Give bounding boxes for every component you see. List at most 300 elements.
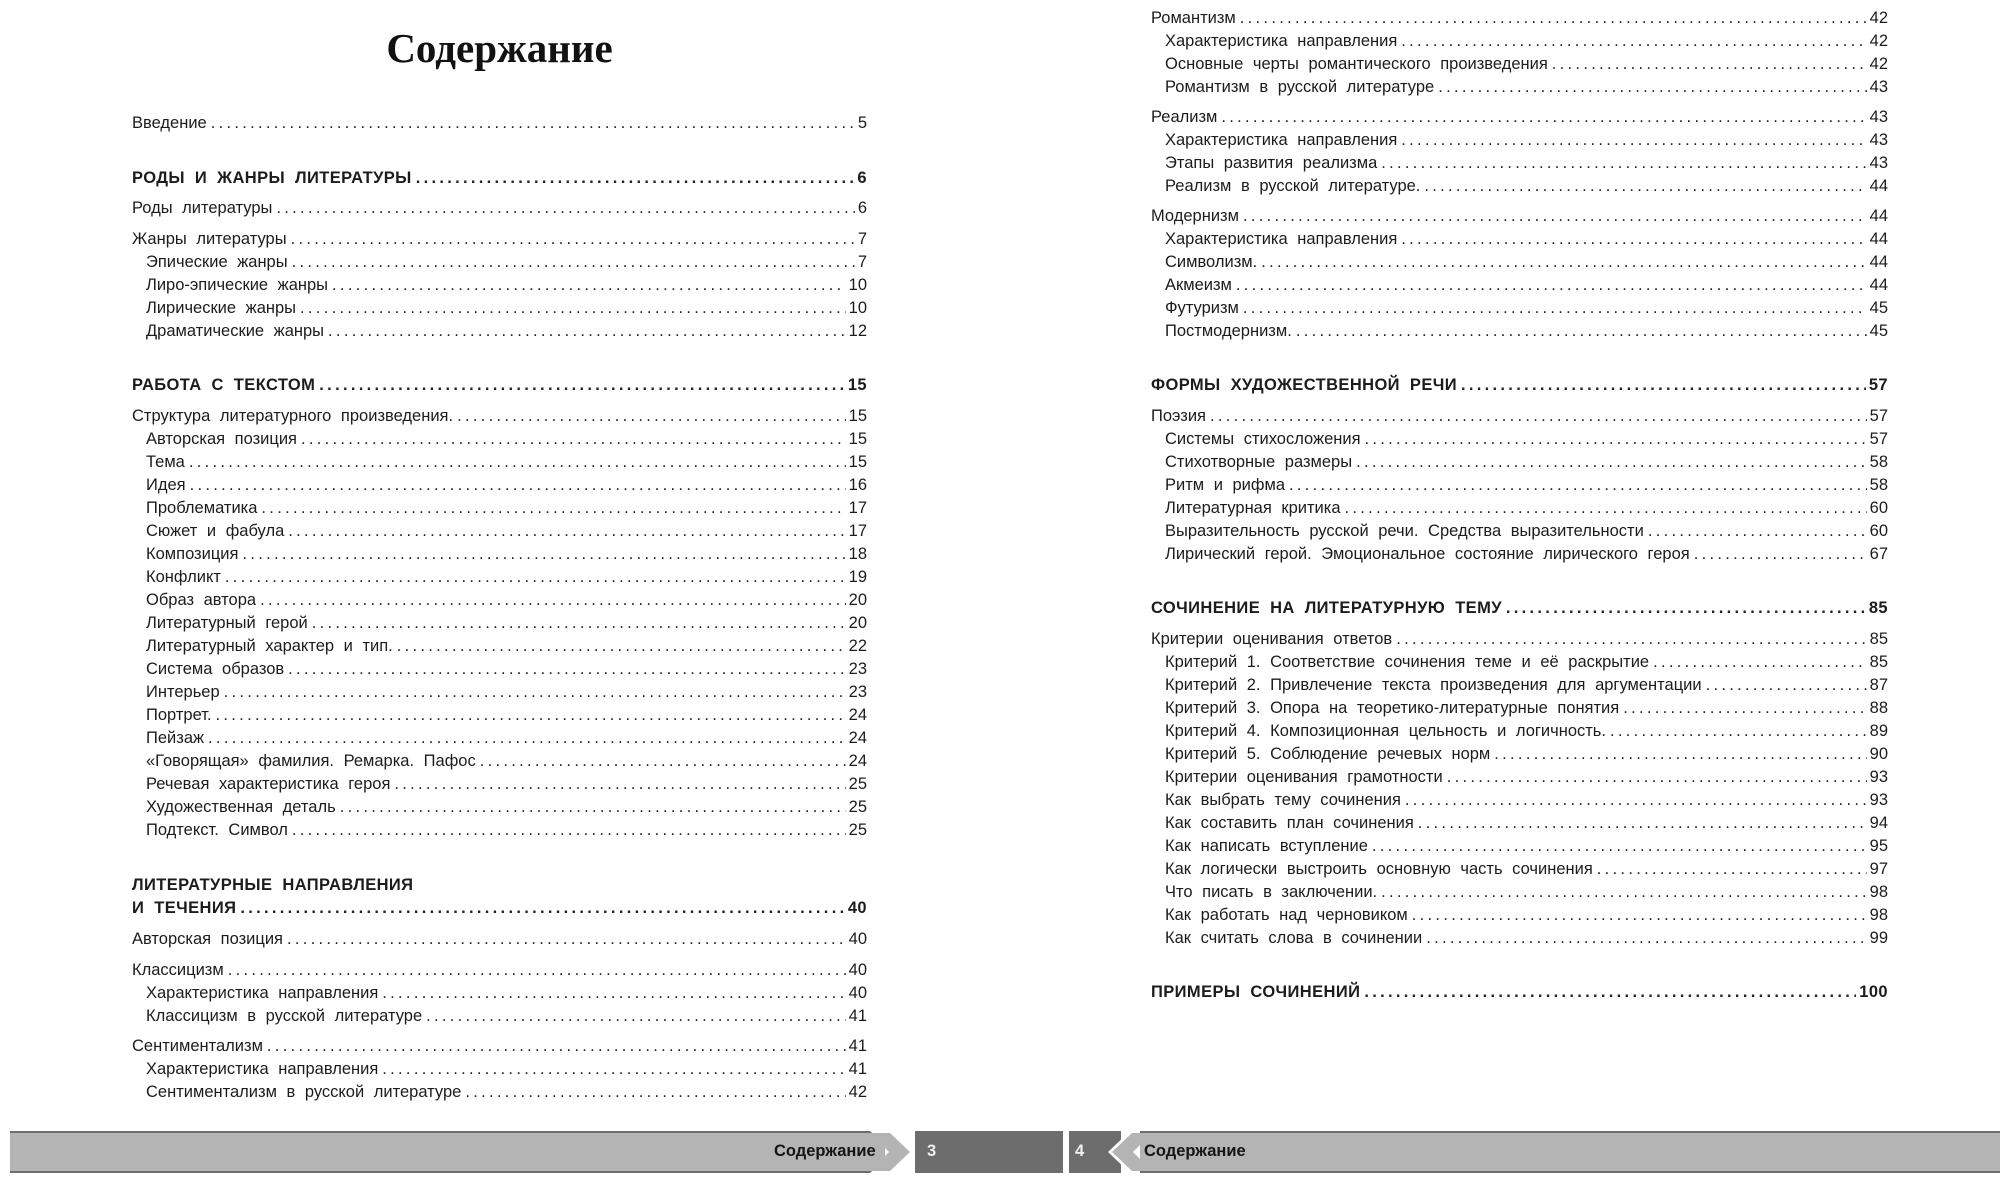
leader-dots [1447, 766, 1867, 789]
toc-subentry [1165, 274, 1888, 297]
toc-page-number: 40 [848, 930, 867, 948]
leader-dots [1221, 106, 1866, 129]
toc-subentry [1165, 743, 1888, 766]
footer-chevron-right-icon [870, 1131, 918, 1173]
toc-entry-title: Драматические жанры [146, 322, 325, 340]
toc-entry-title: Основные черты романтического произведения [1165, 55, 1548, 73]
leader-dots [1694, 543, 1867, 566]
toc-page-number: 40 [848, 984, 867, 1002]
toc-subentry [1165, 881, 1888, 904]
leader-dots [228, 959, 846, 982]
toc-entry-title: Критерий 4. Композиционная цельность и логичность. [1165, 722, 1606, 740]
toc-page-number: 45 [1869, 299, 1888, 317]
toc-entry-title: Литературный характер и тип. [146, 637, 393, 655]
toc-subentry [1165, 152, 1888, 175]
toc-page-number: 58 [1869, 476, 1888, 494]
toc-page-number: 44 [1869, 253, 1888, 271]
leader-dots [1365, 428, 1867, 451]
leader-dots [1364, 981, 1856, 1004]
leader-dots [1243, 297, 1867, 320]
toc-subentry [1165, 474, 1888, 497]
leader-dots [328, 320, 846, 343]
leader-dots [224, 681, 846, 704]
toc-entry-title: Критерии оценивания грамотности [1165, 768, 1443, 786]
toc-page-number: 25 [848, 821, 867, 839]
toc-entry-title: Что писать в заключении. [1165, 883, 1378, 901]
toc-page-number: 99 [1869, 929, 1888, 947]
toc-page-number: 15 [848, 453, 867, 471]
toc-page-number: 20 [848, 591, 867, 609]
toc-page-number: 10 [848, 276, 867, 294]
toc-page-number: 40 [848, 961, 867, 979]
toc-subentry [1165, 697, 1888, 720]
toc-subentry [146, 982, 867, 1005]
toc-page-number: 97 [1869, 860, 1888, 878]
toc-page-number: 41 [848, 1007, 867, 1025]
toc-page-number: 17 [848, 522, 867, 540]
toc-subentry [146, 320, 867, 343]
leader-dots [292, 819, 846, 842]
leader-dots [260, 589, 846, 612]
toc-entry-title: Критерии оценивания ответов [1151, 630, 1393, 648]
toc-page-number: 44 [1869, 276, 1888, 294]
footer-band-right [1140, 1131, 2000, 1173]
toc-entry-title: Акмеизм [1165, 276, 1232, 294]
toc-subentry [1165, 520, 1888, 543]
toc-entry-title: Характеристика направления [1165, 230, 1398, 248]
leader-dots [465, 1081, 845, 1104]
footer-page-box-left [915, 1131, 1063, 1173]
toc-subentry [146, 497, 867, 520]
toc-page-number: 95 [1869, 837, 1888, 855]
footer-band-left [10, 1131, 885, 1173]
toc-entry-title: Критерий 1. Соответствие сочинения теме и её раскрытие [1165, 653, 1650, 671]
toc-subentry [146, 796, 867, 819]
toc-section-heading [132, 167, 867, 190]
toc-entry-title: Характеристика направления [1165, 131, 1398, 149]
leader-dots [208, 727, 846, 750]
toc-subentry [1165, 320, 1888, 343]
toc-page-number: 12 [848, 322, 867, 340]
toc-subentry [1165, 497, 1888, 520]
leader-dots [1706, 674, 1867, 697]
leader-dots [382, 1058, 845, 1081]
toc-entry-title: Как логически выстроить основную часть сочинения [1165, 860, 1593, 878]
toc-entry-title: Сентиментализм [132, 1037, 263, 1055]
toc-entry-title: Как считать слова в сочинении [1165, 929, 1423, 947]
toc-entry-title: Авторская позиция [146, 430, 297, 448]
leader-dots [1424, 175, 1866, 198]
toc-page-number: 43 [1869, 131, 1888, 149]
leader-dots [190, 474, 846, 497]
toc-subentry [146, 451, 867, 474]
toc-entry-title: ФОРМЫ ХУДОЖЕСТВЕННОЙ РЕЧИ [1151, 376, 1457, 394]
toc-heading-line2: И ТЕЧЕНИЯ [132, 899, 237, 917]
toc-subentry [146, 566, 867, 589]
toc-heading-two-line [132, 874, 867, 920]
toc-entry-title: Футуризм [1165, 299, 1239, 317]
toc-section-heading [1151, 597, 1888, 620]
toc-entry-title: Речевая характеристика героя [146, 775, 391, 793]
toc-subentry [146, 1081, 867, 1104]
toc-subentry [1165, 904, 1888, 927]
leader-dots [1236, 274, 1867, 297]
toc-page-number: 94 [1869, 814, 1888, 832]
leader-dots [291, 228, 855, 251]
leader-dots [416, 167, 855, 190]
leader-dots [287, 928, 846, 951]
toc-entry [132, 405, 867, 428]
toc-entry-title: Как написать вступление [1165, 837, 1368, 855]
toc-page-number: 88 [1869, 699, 1888, 717]
toc-entry-title: РАБОТА С ТЕКСТОМ [132, 376, 316, 394]
toc-entry-title: Сюжет и фабула [146, 522, 285, 540]
toc-entry-title: Характеристика направления [1165, 32, 1398, 50]
toc-entry-title: Сентиментализм в русской литературе [146, 1083, 462, 1101]
toc-section-heading [132, 374, 867, 397]
toc-subentry [146, 681, 867, 704]
toc-entry-title: Тема [146, 453, 185, 471]
toc-page-number: 17 [848, 499, 867, 517]
toc-page-number: 24 [848, 752, 867, 770]
leader-dots [1623, 697, 1866, 720]
toc-entry-title: Введение [132, 114, 207, 132]
toc-entry-title: ПРИМЕРЫ СОЧИНЕНИЙ [1151, 983, 1361, 1001]
toc-page-number: 58 [1869, 453, 1888, 471]
footer-section-label-right: Содержание [1144, 1142, 1246, 1160]
leader-dots [292, 251, 855, 274]
toc-entry-title: Классицизм [132, 961, 224, 979]
leader-dots [301, 428, 846, 451]
page-title: Содержание [386, 25, 613, 71]
toc-entry-title: Образ автора [146, 591, 257, 609]
toc-page-number: 7 [857, 253, 867, 271]
toc-page-number: 6 [857, 169, 867, 187]
toc-page-number: 42 [1869, 55, 1888, 73]
toc-entry-title: Литературный герой [146, 614, 308, 632]
toc-entry [1151, 7, 1888, 30]
toc-page-number: 25 [848, 775, 867, 793]
leader-dots [1261, 251, 1866, 274]
leader-dots [261, 497, 845, 520]
toc-entry-title: Поэзия [1151, 407, 1206, 425]
leader-dots [288, 658, 845, 681]
toc-subentry [146, 658, 867, 681]
toc-subentry [1165, 76, 1888, 99]
toc-subentry [1165, 789, 1888, 812]
leader-dots [394, 773, 845, 796]
leader-dots [319, 374, 845, 397]
leader-dots [225, 566, 846, 589]
leader-dots [1401, 30, 1866, 53]
toc-entry-title: Этапы развития реализма [1165, 154, 1378, 172]
toc-subentry [146, 520, 867, 543]
leader-dots [189, 451, 846, 474]
leader-dots [1345, 497, 1867, 520]
toc-entry-title: Эпические жанры [146, 253, 288, 271]
toc-page-number: 98 [1869, 906, 1888, 924]
toc-subentry [146, 251, 867, 274]
toc-entry-title: Лиро-эпические жанры [146, 276, 329, 294]
toc-page-number: 22 [848, 637, 867, 655]
toc-entry-title: РОДЫ И ЖАНРЫ ЛИТЕРАТУРЫ [132, 169, 412, 187]
toc-section-heading [1151, 374, 1888, 397]
toc-entry-title: Как работать над черновиком [1165, 906, 1408, 924]
toc-page-number: 23 [848, 660, 867, 678]
leader-dots [1648, 520, 1867, 543]
toc-entry-title: Романтизм в русской литературе [1165, 78, 1435, 96]
toc-page-number: 60 [1869, 522, 1888, 540]
toc-subentry [146, 1058, 867, 1081]
toc-subentry [1165, 720, 1888, 743]
toc-entry [1151, 205, 1888, 228]
toc-entry-title: Конфликт [146, 568, 221, 586]
page-footer [10, 1131, 2000, 1173]
toc-subentry [146, 727, 867, 750]
toc-page-number: 7 [857, 230, 867, 248]
leader-dots [1438, 76, 1866, 99]
toc-page-number: 16 [848, 476, 867, 494]
toc-subentry [1165, 428, 1888, 451]
toc-subentry [1165, 812, 1888, 835]
toc-entry-title: Классицизм в русской литературе [146, 1007, 423, 1025]
toc-subentry [146, 274, 867, 297]
leader-dots [276, 197, 854, 220]
leader-dots [382, 982, 845, 1005]
toc-subentry [146, 635, 867, 658]
leader-dots [1210, 405, 1867, 428]
toc-entry [132, 228, 867, 251]
footer-section-label-left: Содержание [774, 1142, 876, 1160]
toc-entry-title: Реализм в русской литературе. [1165, 177, 1421, 195]
leader-dots [1494, 743, 1866, 766]
toc-entry-title: Выразительность русской речи. Средства выразительности [1165, 522, 1644, 540]
leader-dots [1372, 835, 1867, 858]
toc-page-number: 57 [1869, 407, 1888, 425]
toc-entry-title: Композиция [146, 545, 239, 563]
leader-dots [480, 750, 846, 773]
leader-dots [1401, 228, 1866, 251]
toc-entry-title: Структура литературного произведения. [132, 407, 454, 425]
toc-entry-title: Постмодернизм. [1165, 322, 1292, 340]
toc-entry-title: Система образов [146, 660, 285, 678]
footer-page-number-left: 3 [927, 1142, 937, 1160]
toc-entry-title: Романтизм [1151, 9, 1236, 27]
toc-entry-title: Как выбрать тему сочинения [1165, 791, 1401, 809]
toc-subentry [146, 612, 867, 635]
leader-dots [1381, 152, 1866, 175]
toc-page-number: 20 [848, 614, 867, 632]
toc-subentry [1165, 927, 1888, 950]
toc-entry-title: Лирический герой. Эмоциональное состояние лирического героя [1165, 545, 1690, 563]
toc-page-number: 43 [1869, 78, 1888, 96]
toc-subentry [1165, 53, 1888, 76]
toc-subentry [1165, 228, 1888, 251]
toc-page-number: 57 [1868, 376, 1888, 394]
toc-page-number: 85 [1869, 630, 1888, 648]
toc-page-number: 23 [848, 683, 867, 701]
toc-entry-title: Характеристика направления [146, 1060, 379, 1078]
leader-dots [1289, 474, 1867, 497]
toc-entry-title: Реализм [1151, 108, 1218, 126]
toc-subentry [146, 297, 867, 320]
leader-dots [267, 1035, 846, 1058]
toc-page-number: 45 [1869, 322, 1888, 340]
toc-subentry [1165, 175, 1888, 198]
toc-subentry [146, 819, 867, 842]
toc-entry-title: Авторская позиция [132, 930, 283, 948]
leader-dots [1597, 858, 1867, 881]
toc-page-number: 41 [848, 1060, 867, 1078]
toc-subentry [1165, 651, 1888, 674]
toc-subentry [1165, 451, 1888, 474]
leader-dots [1426, 927, 1866, 950]
leader-dots [1610, 720, 1867, 743]
toc-entry-title: «Говорящая» фамилия. Ремарка. Пафос [146, 752, 476, 770]
leader-dots [1418, 812, 1867, 835]
toc-subentry [1165, 835, 1888, 858]
leader-dots [242, 543, 845, 566]
leader-dots [1401, 129, 1866, 152]
toc-subentry [1165, 858, 1888, 881]
toc-page-number: 44 [1869, 230, 1888, 248]
toc-subentry [1165, 30, 1888, 53]
toc-entry-title: Лирические жанры [146, 299, 297, 317]
toc-entry-title: Характеристика направления [146, 984, 379, 1002]
toc-subentry [1165, 543, 1888, 566]
toc-page-number: 85 [1869, 653, 1888, 671]
toc-page-number: 5 [857, 114, 867, 132]
toc-subentry [1165, 129, 1888, 152]
toc-page-number: 67 [1869, 545, 1888, 563]
toc-page-number: 44 [1869, 177, 1888, 195]
toc-subentry [146, 704, 867, 727]
toc-heading-line1: ЛИТЕРАТУРНЫЕ НАПРАВЛЕНИЯ [132, 876, 414, 894]
footer-page-number-right: 4 [1075, 1142, 1085, 1160]
toc-page-number: 18 [848, 545, 867, 563]
leader-dots [340, 796, 846, 819]
leader-dots [1506, 597, 1866, 620]
toc-subentry [146, 543, 867, 566]
toc-page-number: 43 [1869, 108, 1888, 126]
toc-page-number: 93 [1869, 791, 1888, 809]
toc-page-number: 19 [848, 568, 867, 586]
toc-page-number: 43 [1869, 154, 1888, 172]
toc-entry [132, 959, 867, 982]
toc-entry-title: Системы стихосложения [1165, 430, 1361, 448]
toc-entry-title: СОЧИНЕНИЕ НА ЛИТЕРАТУРНУЮ ТЕМУ [1151, 599, 1502, 617]
toc-subentry [146, 750, 867, 773]
leader-dots [1412, 904, 1867, 927]
toc-entry [132, 112, 867, 135]
toc-subentry [1165, 251, 1888, 274]
toc-page-number: 42 [848, 1083, 867, 1101]
toc-page-number: 89 [1869, 722, 1888, 740]
leader-dots [426, 1005, 846, 1028]
toc-subentry [1165, 297, 1888, 320]
toc-page-number: 25 [848, 798, 867, 816]
toc-entry-title: Модернизм [1151, 207, 1239, 225]
leader-dots [300, 297, 846, 320]
toc-page-number: 15 [848, 407, 867, 425]
toc-entry-title: Критерий 2. Привлечение текста произведения для аргументации [1165, 676, 1702, 694]
toc-entry [1151, 628, 1888, 651]
leader-dots [1381, 881, 1867, 904]
leader-dots [397, 635, 846, 658]
toc-entry-title: Символизм. [1165, 253, 1258, 271]
leader-dots [1405, 789, 1867, 812]
toc-entry-title: Роды литературы [132, 199, 273, 217]
toc-entry-title: Проблематика [146, 499, 258, 517]
toc-subentry [146, 428, 867, 451]
toc-entry [132, 928, 867, 951]
toc-page-number: 85 [1868, 599, 1888, 617]
toc-entry-title: Подтекст. Символ [146, 821, 288, 839]
toc-entry-title: Критерий 3. Опора на теоретико-литературные понятия [1165, 699, 1620, 717]
leader-dots [1243, 205, 1867, 228]
toc-page-number: 90 [1869, 745, 1888, 763]
toc-page-number: 42 [1869, 9, 1888, 27]
leader-dots [216, 704, 846, 727]
toc-subentry [146, 1005, 867, 1028]
toc-entry-title: Стихотворные размеры [1165, 453, 1353, 471]
leader-dots [1552, 53, 1867, 76]
leader-dots [332, 274, 846, 297]
toc-subentry [146, 474, 867, 497]
toc-entry-title: Критерий 5. Соблюдение речевых норм [1165, 745, 1491, 763]
toc-entry-title: Литературная критика [1165, 499, 1341, 517]
toc-page-number: 42 [1869, 32, 1888, 50]
toc-entry [1151, 106, 1888, 129]
toc-section-heading [1151, 981, 1888, 1004]
toc-page-number: 44 [1869, 207, 1888, 225]
leader-dots [1356, 451, 1867, 474]
toc-page-number: 6 [857, 199, 867, 217]
toc-page-number: 40 [847, 899, 867, 917]
toc-subentry [146, 589, 867, 612]
toc-page-number: 41 [848, 1037, 867, 1055]
toc-page-number: 87 [1869, 676, 1888, 694]
leader-dots [1396, 628, 1866, 651]
toc-page-number: 100 [1859, 983, 1888, 1001]
toc-page-number: 24 [848, 729, 867, 747]
leader-dots [288, 520, 845, 543]
toc-entry-title: Портрет. [146, 706, 212, 724]
toc-entry-title: Идея [146, 476, 186, 494]
toc-subentry [1165, 766, 1888, 789]
toc-entry-title: Жанры литературы [132, 230, 287, 248]
toc-page-number: 10 [848, 299, 867, 317]
toc-subentry [146, 773, 867, 796]
toc-entry-title: Художественная деталь [146, 798, 336, 816]
toc-entry [132, 1035, 867, 1058]
toc-page-number: 98 [1869, 883, 1888, 901]
toc-entry-title: Ритм и рифма [1165, 476, 1285, 494]
toc-page-number: 15 [848, 430, 867, 448]
toc-page-number: 24 [848, 706, 867, 724]
toc-page-number: 60 [1869, 499, 1888, 517]
toc-page-number: 15 [847, 376, 867, 394]
leader-dots [1296, 320, 1867, 343]
toc-entry-title: Пейзаж [146, 729, 205, 747]
toc-entry [1151, 405, 1888, 428]
leader-dots [1461, 374, 1866, 397]
leader-dots [1653, 651, 1867, 674]
leader-dots [312, 612, 846, 635]
leader-dots [1240, 7, 1867, 30]
toc-entry-title: Как составить план сочинения [1165, 814, 1414, 832]
toc-page-number: 57 [1869, 430, 1888, 448]
